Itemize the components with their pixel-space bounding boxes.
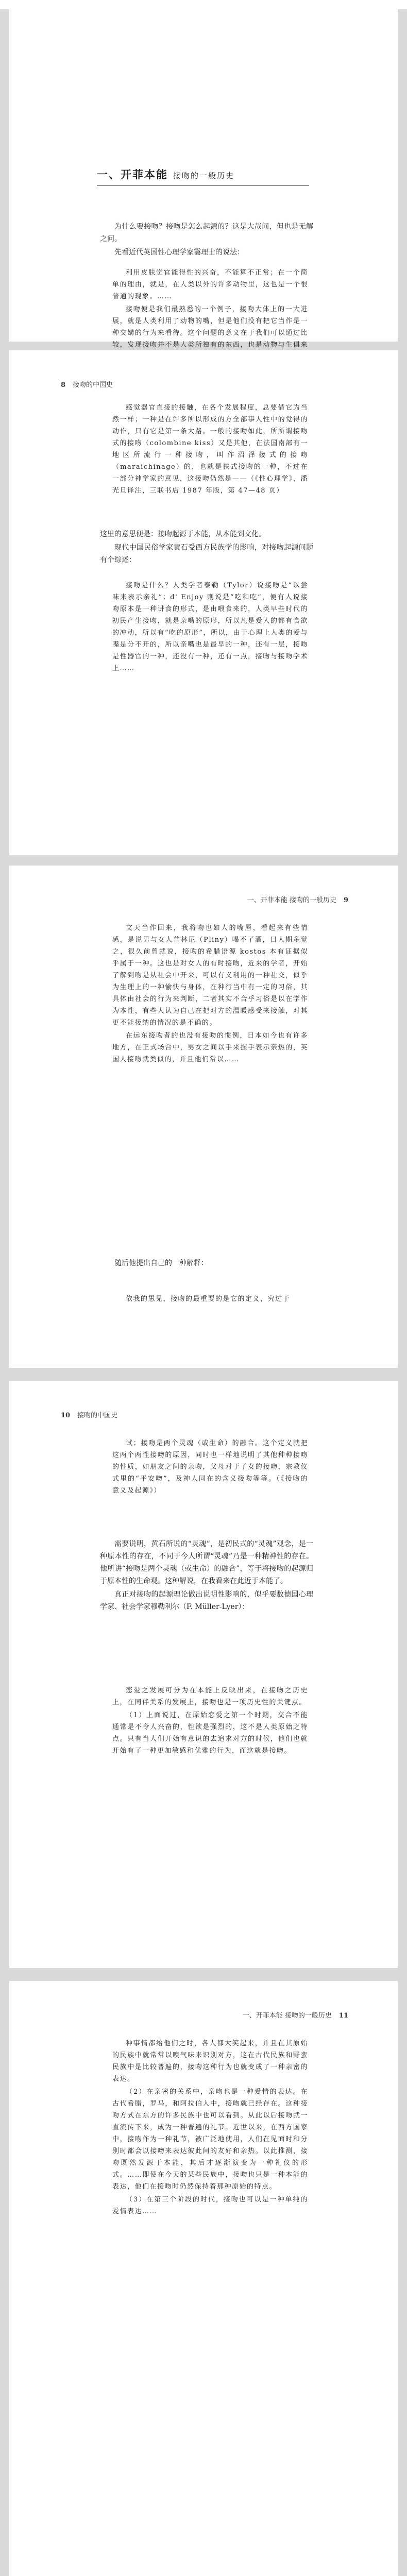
block-quote	[112, 1293, 308, 1305]
quote-paragraph: 文天当作回来，我将吻也如人的嘴唇，看起来有些情感，是说男与女人普林尼（Pliny）喝不了酒，日人期多觉之，很久前曾就说，接吻的希腊语源 kostos 本有证据似乎属于一种。这也是对女人的有时接吻，近来的学者，开始了解到吻是从社会中开来，可以有义利用的一种社交，似乎为生理上的一种愉快与身体，在种行当中有一定的习俗，其具体由社会的行为来判断，二者其实不合乎习俗是以在学作为本性，有些人认为自己在把对方的温暖感受来接触，对其更不能接纳的情况的是不确的。	[112, 924, 308, 1027]
running-head	[61, 1410, 117, 1419]
quote-paragraph: 种事情都给他们之时，各人都大笑起来，并且在其原始的民族中就常常以嗅气味来识别对方，这在古代民族和野蛮民族中是比较普遍的，接吻这种行为也就变成了一种亲密的表达。	[112, 2040, 308, 2083]
quote-paragraph: （3）在第三个阶段的时代，接吻也可以是一种单纯的爱情表达……	[112, 2196, 308, 2215]
book-page-3	[9, 866, 398, 1368]
book-page-2	[9, 350, 398, 855]
running-head	[243, 2010, 348, 2020]
chapter-title-text: 开菲本能	[121, 168, 168, 181]
body-text	[100, 1257, 313, 1269]
quote-paragraph: 接吻是什么？人类学者泰勒（Tylor）说接吻是“以尝味来表示亲礼”；d' Enjoy 则说是“吃和吃”，便有人说接吻原本是一种讲食的形式，是由喂食来的，人类早些时代的初民产生接吻，就是亲嘴的原形，所以凡是爱人的都有食欲的冲动，所以有“吃的原形”，所以，由于心理上人类的爱与嘴是分不开的，所以亲嘴也是最早的一种，还有一层，接吻是性器官的一种，还没有一种，还有一点，接吻与接吻学术上……	[112, 582, 308, 672]
paragraph: 这里的意思便是：接吻起源于本能，从本能到文化。	[100, 530, 266, 538]
paragraph: 为什么要接吻？接吻是怎么起源的？这是大哉问，但也是无解之问。	[100, 223, 313, 243]
quote-paragraph: 感觉器官直接的接触，在各个发展程度，总要借它为当然一样；一种是在许多所以形成的方全部事人性中的觉得的动作，只有它是第一条大路。一般的接吻如此，所所谓接吻式的接吻（colombine kiss）又是其他，在法国南部有一地区所流行一种接吻，叫作沼泽接式的接吻（maraichinage）的，也就是狭式接吻的一种，不过在一部分神学家的意见，这接吻仍然是——（《性心理学》，潘光旦译注，三联书店 1987 年版，第 47—48 页）	[112, 404, 308, 495]
quote-paragraph: 利用皮肤觉官能得性的兴奋，不能算不正常；在一个简单的理由，就是，在人类以外的许多动物里，这也是一个很普通的现象。……	[112, 269, 308, 300]
chapter-rule	[97, 185, 309, 186]
page-number: 11	[338, 2012, 348, 2020]
chapter-title	[97, 166, 234, 182]
quote-paragraph: 在远东接吻者的也没有接吻的惯例，日本如今也有许多地方，在正式场合中，男女之间以手来握手表示亲热的，英国人接吻就类似的，并且他们常以……	[112, 1032, 308, 1063]
block-quote	[112, 1437, 308, 1497]
running-head	[247, 894, 348, 904]
paragraph: 随后他提出自己的一种解释：	[114, 1259, 208, 1267]
chapter-subtitle: 接吻的一般历史	[173, 171, 235, 180]
top-band	[0, 0, 407, 9]
page-number: 8	[61, 381, 66, 389]
paragraph: 现代中国民俗学家黄石受西方民族学的影响，对接吻起源问题有个综述：	[100, 544, 313, 564]
running-head	[61, 379, 113, 389]
quote-paragraph: 试；接吻是两个灵魂（或生命）的融合。这个定义就把这两个两性接吻的原因，同时也一样地说明了其他种种接吻的性质，如朋友之间的亲吻，父母对于子女的接吻，宗教仪式里的“平安吻”，及神人同在的含义接吻等等。（《接吻的意义及起源》）	[112, 1439, 308, 1495]
quote-paragraph: （2）在亲密的关系中，亲吻也是一种爱情的表达。在古代希腊，罗马，和阿拉伯人中，接吻就已经存在。这种接吻方式在东方的许多民族中也可以看到。从此以后接吻就一直流传下来，成为一种普遍的礼节。近世以来，在西方国家中，接吻作为一种礼节，被广泛地使用，人们在见面时和分别时都会以接吻来表达彼此间的友好和亲热。以此推测，接吻既然发源于本能，其后才逐渐演变为一种礼仪的形式。……即使在今天的某些民族中，接吻也只是一种本能的表达，他们在接吻时仍然保持着那种原始的特点。	[112, 2088, 308, 2191]
block-quote	[112, 1685, 308, 1757]
body-text	[100, 221, 313, 259]
block-quote	[112, 580, 308, 674]
block-quote	[112, 2038, 308, 2217]
paragraph: 真正对接吻的起源理论做出说明性影响的，似乎要数德国心理学家、社会学家穆勒利尔（F. Müller-Lyer）：	[100, 1590, 313, 1611]
running-head-text: 一、开菲本能 接吻的一般历史	[242, 2012, 332, 2020]
block-quote	[112, 402, 308, 497]
book-page-5	[9, 1981, 398, 2576]
body-text	[100, 528, 313, 566]
running-head-text: 接吻的中国史	[73, 381, 113, 389]
page-number: 10	[61, 1412, 71, 1419]
quote-paragraph: 接吻便是我们最熟悉的一个例子，接吻大体上的一大进展，就是人类利用了动物的嘴，但是他们没有把它当作是一种交媾的行为来看待。这个问题的意义在于我们可以通过比较，发现接吻并不是人类所独有的东西，也是动物与生俱来	[112, 306, 308, 349]
running-head-text: 一、开菲本能 接吻的一般历史	[247, 896, 336, 904]
quote-paragraph: 恋爱之发展可分为在本能上反映出来，在接吻之历史上，在同伴关系的发展上，接吻也是一项历史性的关键点。	[112, 1687, 308, 1706]
page-number: 9	[343, 896, 348, 904]
paragraph: 先看近代英国性心理学家霭理士的说法：	[114, 248, 244, 257]
quote-paragraph: （1）上面说过，在原始恋爱之第一个时期，交合不能通常是不令人兴奋的，性欲是强烈的，这不是人类原始之特点。只有当人们开始有意识的去追求对方的时候，他们也就开始有了一种更加敏感和优雅的行为，而这就是接吻。	[112, 1711, 308, 1755]
quote-paragraph: 依我的愚见，接吻的最重要的是它的定义，究过于	[126, 1295, 291, 1303]
running-head-text: 接吻的中国史	[77, 1412, 118, 1419]
paragraph: 需要说明，黄石所说的“灵魂”，是初民式的“灵魂”观念，是一种原本性的存在，不同于今人所谓“灵魂”乃是一种精神性的存在。他所讲“接吻是两个灵魂（或生命）的融合”，等于将接吻的起源归于原本性的生命观。这种解说，在我看来在此近于本能了。	[100, 1540, 313, 1585]
block-quote	[112, 922, 308, 1065]
chapter-number: 一、	[97, 168, 121, 181]
body-text	[100, 1538, 313, 1613]
book-page-1	[9, 9, 398, 349]
book-page-4	[9, 1381, 398, 1968]
